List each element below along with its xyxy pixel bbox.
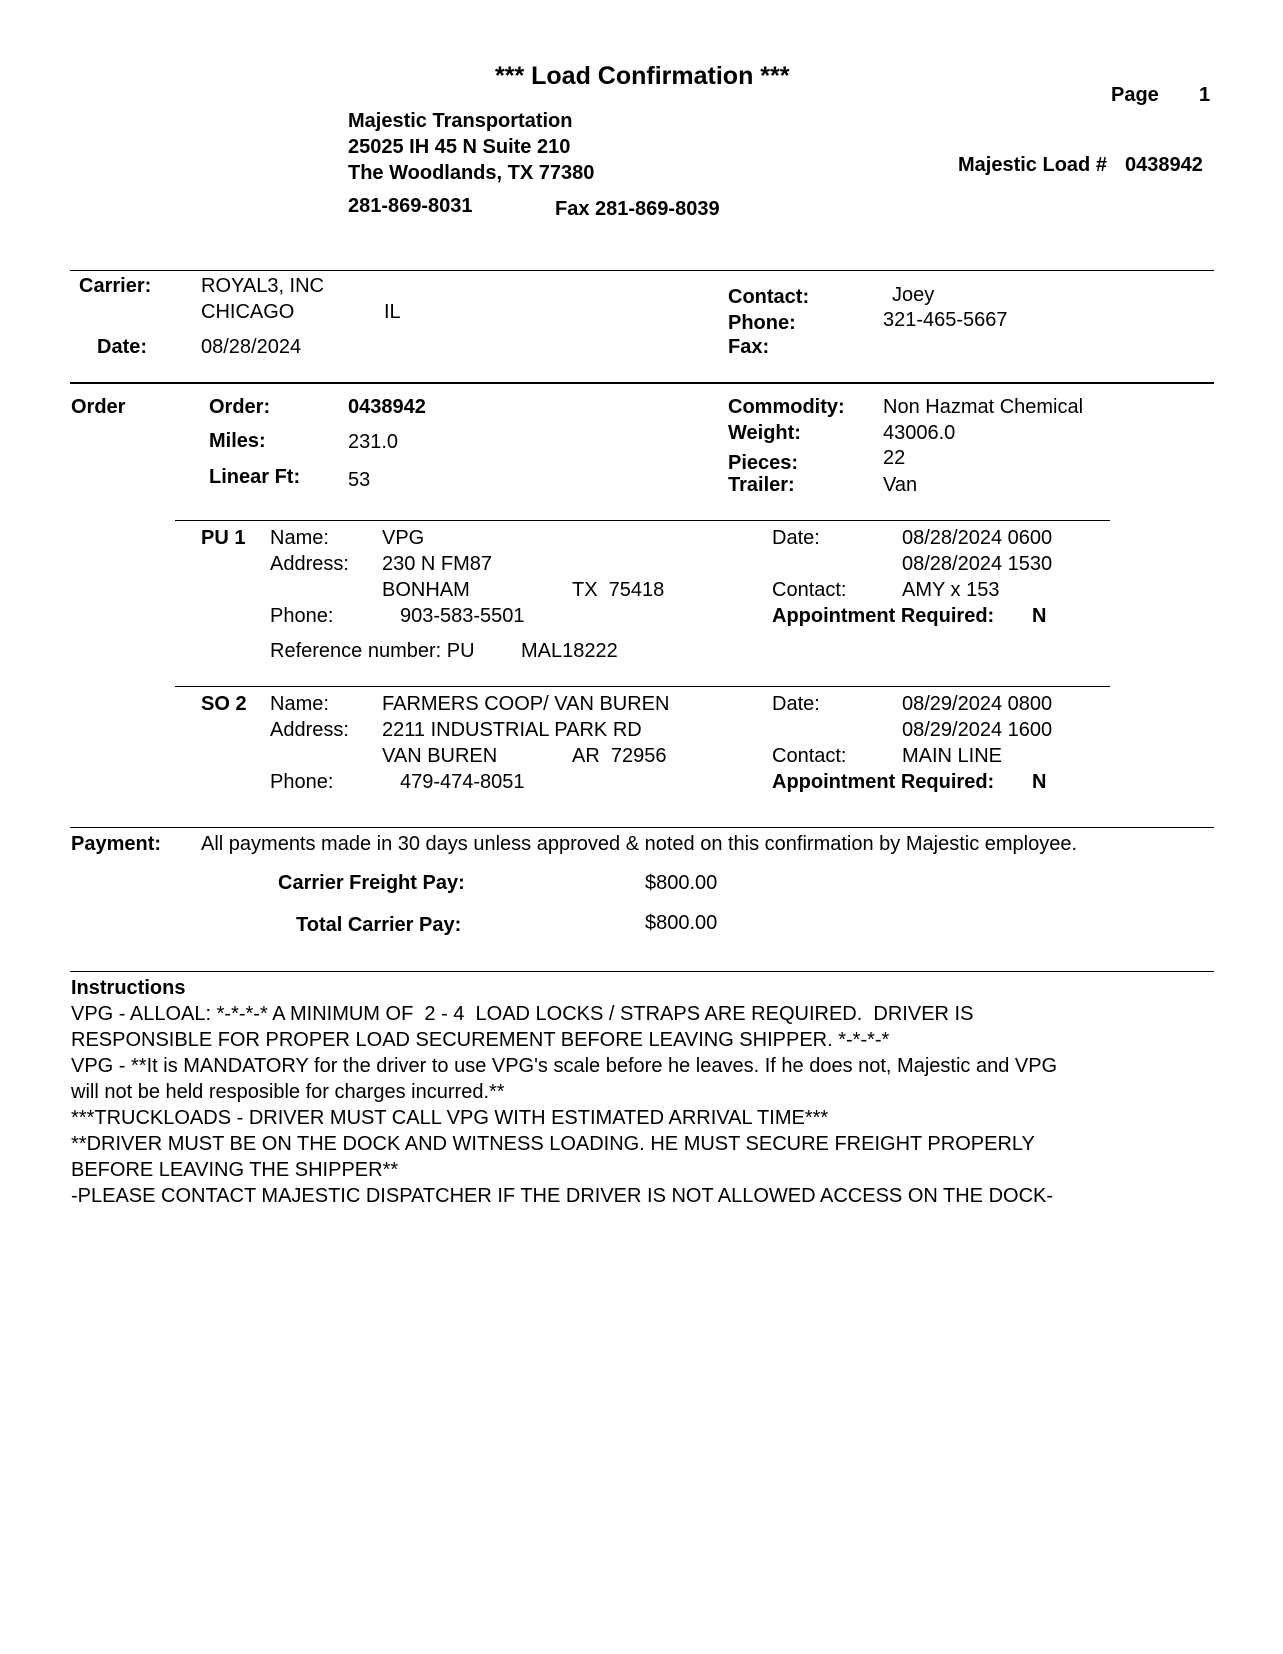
commodity-value: Non Hazmat Chemical <box>883 396 1084 418</box>
carrier-phone-label: Phone: <box>728 312 796 334</box>
stop-state-zip: AR 72956 <box>572 745 667 767</box>
carrier-date: 08/28/2024 <box>201 336 302 358</box>
stop-date-start: 08/29/2024 0800 <box>902 693 1053 715</box>
instruction-line: RESPONSIBLE FOR PROPER LOAD SECUREMENT BEFORE LEAVING SHIPPER. *-*-*-* <box>71 1029 890 1051</box>
stop-city: BONHAM <box>382 579 470 601</box>
stop-name: FARMERS COOP/ VAN BUREN <box>382 693 670 715</box>
instruction-line: BEFORE LEAVING THE SHIPPER** <box>71 1159 399 1181</box>
load-number-label: Majestic Load # <box>958 154 1107 176</box>
instruction-line: VPG - ALLOAL: *-*-*-* A MINIMUM OF 2 - 4 LOAD LOCKS / STRAPS ARE REQUIRED. DRIVER IS <box>71 1003 974 1025</box>
stop-address-label: Address: <box>270 719 349 741</box>
company-phone: 281-869-8031 <box>348 195 473 217</box>
stop-phone-label: Phone: <box>270 605 334 627</box>
order-section-label: Order <box>71 396 126 418</box>
divider <box>175 686 1110 687</box>
carrier-date-label: Date: <box>97 336 148 358</box>
total-pay-value: $800.00 <box>645 912 718 934</box>
stop-city: VAN BUREN <box>382 745 498 767</box>
page-label: Page <box>1111 84 1159 106</box>
stop-phone: 479-474-8051 <box>400 771 525 793</box>
carrier-name: ROYAL3, INC <box>201 275 324 297</box>
stop-phone-label: Phone: <box>270 771 334 793</box>
stop-name: VPG <box>382 527 425 549</box>
carrier-fax-label: Fax: <box>728 336 770 358</box>
carrier-label: Carrier: <box>79 275 152 297</box>
stop-contact: MAIN LINE <box>902 745 1003 767</box>
miles-label: Miles: <box>209 430 266 452</box>
load-number: 0438942 <box>1125 154 1203 176</box>
document-title: *** Load Confirmation *** <box>495 62 790 90</box>
carrier-contact: Joey <box>892 284 935 306</box>
payment-terms: All payments made in 30 days unless approved & noted on this confirmation by Majestic employee. <box>201 833 1078 855</box>
stop-contact-label: Contact: <box>772 745 847 767</box>
weight-value: 43006.0 <box>883 422 956 444</box>
weight-label: Weight: <box>728 422 801 444</box>
stop-name-label: Name: <box>270 693 329 715</box>
stop-address: 2211 INDUSTRIAL PARK RD <box>382 719 642 741</box>
pieces-label: Pieces: <box>728 452 799 474</box>
company-name: Majestic Transportation <box>348 110 573 132</box>
stop-code: PU 1 <box>201 527 246 549</box>
reference-number: MAL18222 <box>521 640 618 662</box>
stop-contact: AMY x 153 <box>902 579 1000 601</box>
pieces-value: 22 <box>883 447 906 469</box>
commodity-label: Commodity: <box>728 396 845 418</box>
carrier-contact-label: Contact: <box>728 286 810 308</box>
carrier-phone: 321-465-5667 <box>883 309 1008 331</box>
trailer-label: Trailer: <box>728 474 795 496</box>
stop-date-start: 08/28/2024 0600 <box>902 527 1053 549</box>
linear-ft-label: Linear Ft: <box>209 466 301 488</box>
total-pay-label: Total Carrier Pay: <box>296 914 462 936</box>
freight-pay-label: Carrier Freight Pay: <box>278 872 465 894</box>
instruction-line: ***TRUCKLOADS - DRIVER MUST CALL VPG WITH ESTIMATED ARRIVAL TIME*** <box>71 1107 829 1129</box>
instruction-line: -PLEASE CONTACT MAJESTIC DISPATCHER IF THE DRIVER IS NOT ALLOWED ACCESS ON THE DOCK- <box>71 1185 1054 1207</box>
divider <box>175 520 1110 521</box>
company-address-line2: The Woodlands, TX 77380 <box>348 162 595 184</box>
stop-name-label: Name: <box>270 527 329 549</box>
carrier-state: IL <box>384 301 401 323</box>
divider <box>70 382 1214 384</box>
carrier-city: CHICAGO <box>201 301 295 323</box>
stop-code: SO 2 <box>201 693 247 715</box>
stop-address-label: Address: <box>270 553 349 575</box>
company-fax: Fax 281-869-8039 <box>555 198 720 220</box>
payment-label: Payment: <box>71 833 162 855</box>
appointment-label: Appointment Required: <box>772 605 995 627</box>
linear-ft-value: 53 <box>348 469 371 491</box>
divider <box>70 971 1214 972</box>
stop-date-end: 08/29/2024 1600 <box>902 719 1053 741</box>
appointment-label: Appointment Required: <box>772 771 995 793</box>
miles-value: 231.0 <box>348 431 399 453</box>
stop-contact-label: Contact: <box>772 579 847 601</box>
divider <box>70 827 1214 828</box>
stop-date-end: 08/28/2024 1530 <box>902 553 1053 575</box>
order-number: 0438942 <box>348 396 426 418</box>
appointment-value: N <box>1032 771 1047 793</box>
instructions-heading: Instructions <box>71 977 186 999</box>
reference-label: Reference number: PU <box>270 640 475 662</box>
page-number: 1 <box>1199 84 1211 106</box>
stop-date-label: Date: <box>772 693 820 715</box>
freight-pay-value: $800.00 <box>645 872 718 894</box>
instruction-line: **DRIVER MUST BE ON THE DOCK AND WITNESS LOADING. HE MUST SECURE FREIGHT PROPERLY <box>71 1133 1035 1155</box>
trailer-value: Van <box>883 474 918 496</box>
instruction-line: VPG - **It is MANDATORY for the driver to use VPG's scale before he leaves. If he does not, Majestic and VPG <box>71 1055 1058 1077</box>
stop-date-label: Date: <box>772 527 820 549</box>
company-address-line1: 25025 IH 45 N Suite 210 <box>348 136 571 158</box>
stop-phone: 903-583-5501 <box>400 605 525 627</box>
instruction-line: will not be held resposible for charges incurred.** <box>71 1081 505 1103</box>
divider <box>70 270 1214 271</box>
stop-state-zip: TX 75418 <box>572 579 665 601</box>
appointment-value: N <box>1032 605 1047 627</box>
order-label: Order: <box>209 396 271 418</box>
stop-address: 230 N FM87 <box>382 553 493 575</box>
